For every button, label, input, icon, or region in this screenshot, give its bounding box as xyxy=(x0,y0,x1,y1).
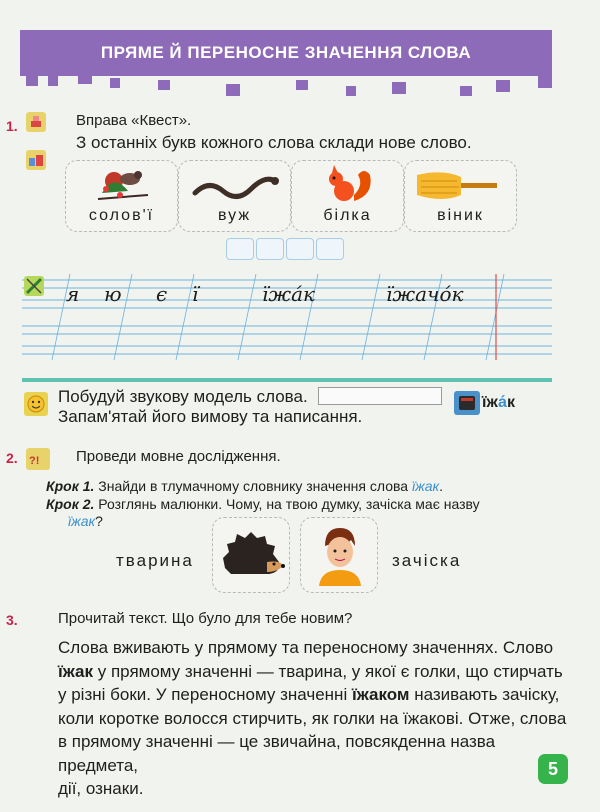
smiley-icon xyxy=(24,392,48,416)
research-icon xyxy=(26,448,50,470)
card-label: солов'ї xyxy=(88,207,155,224)
answer-box-2[interactable] xyxy=(256,238,284,260)
remember-task: Запам'ятай його вимову та написання. xyxy=(58,407,363,426)
dictionary-icon xyxy=(454,391,480,415)
answer-box-4[interactable] xyxy=(316,238,344,260)
blocks-icon xyxy=(26,150,46,170)
exercise-3-title: Прочитай текст. Що було для тебе новим? xyxy=(58,610,353,627)
broom-icon xyxy=(413,169,503,208)
word-animal: тварина xyxy=(116,551,194,570)
card-broom xyxy=(404,160,517,232)
handwriting-word: їжачо́к xyxy=(386,282,464,306)
exercise-2-number: 2. xyxy=(6,450,18,466)
handwriting-word: їжа́к xyxy=(262,282,315,306)
handwriting-letter: ї xyxy=(192,282,199,306)
card-label: білка xyxy=(323,207,372,224)
nightingales-icon xyxy=(94,165,154,210)
squirrel-icon xyxy=(320,165,376,210)
card-snake xyxy=(178,160,291,232)
hedgehog-card xyxy=(212,517,290,593)
divider xyxy=(22,378,552,382)
exercise-2-title: Проведи мовне дослідження. xyxy=(76,448,281,465)
exercise-1-task: З останніх букв кожного слова склади нове слово. xyxy=(76,133,472,152)
boy-card xyxy=(300,517,378,593)
handwriting-letter: є xyxy=(156,282,168,306)
reading-text: Слова вживають у прямому та переносному значеннях. Слово їжак у прямому значенні — тварина, у якої є голки, що стирчать у різні боки. У переносному значенні їжаком називають зачіску, коли коротке волосся стирчить, як голки на їжакові. Отже, слова в прямому значенні — це звичайна, повсякденна назва предмета, дії, ознаки. xyxy=(58,638,567,798)
card-squirrel xyxy=(291,160,404,232)
sound-model-task: Побудуй звукову модель слова. xyxy=(58,387,308,406)
answer-box-3[interactable] xyxy=(286,238,314,260)
exercise-1-number: 1. xyxy=(6,118,18,134)
snake-icon xyxy=(191,171,279,206)
card-label: вуж xyxy=(217,207,252,224)
header-banner xyxy=(20,30,552,100)
step-2-word: їжак? xyxy=(68,513,103,529)
page-number: 5 xyxy=(538,754,568,784)
boy-icon xyxy=(315,524,365,593)
dictionary-word: їжа́к xyxy=(482,394,515,411)
step-1: Крок 1. Знайди в тлумачному словнику значення слова їжак. xyxy=(46,478,443,494)
page-title: ПРЯМЕ Й ПЕРЕНОСНЕ ЗНАЧЕННЯ СЛОВА xyxy=(100,43,472,62)
puzzle-icon xyxy=(26,112,46,132)
card-label: віник xyxy=(437,207,484,224)
step-2: Крок 2. Розглянь малюнки. Чому, на твою думку, зачіска має назву xyxy=(46,496,480,512)
exercise-1-title: Вправа «Квест». xyxy=(76,112,192,129)
hedgehog-icon xyxy=(219,532,285,585)
handwriting-letter: ю xyxy=(104,282,122,306)
card-nightingales xyxy=(65,160,178,232)
exercise-3-number: 3. xyxy=(6,612,18,628)
word-haircut: зачіска xyxy=(392,551,462,570)
answer-box-1[interactable] xyxy=(226,238,254,260)
sound-model-box[interactable] xyxy=(318,387,442,405)
svg-text:?!: ?! xyxy=(29,455,40,467)
pencil-icon xyxy=(24,276,44,296)
handwriting-letter: я xyxy=(66,282,80,306)
